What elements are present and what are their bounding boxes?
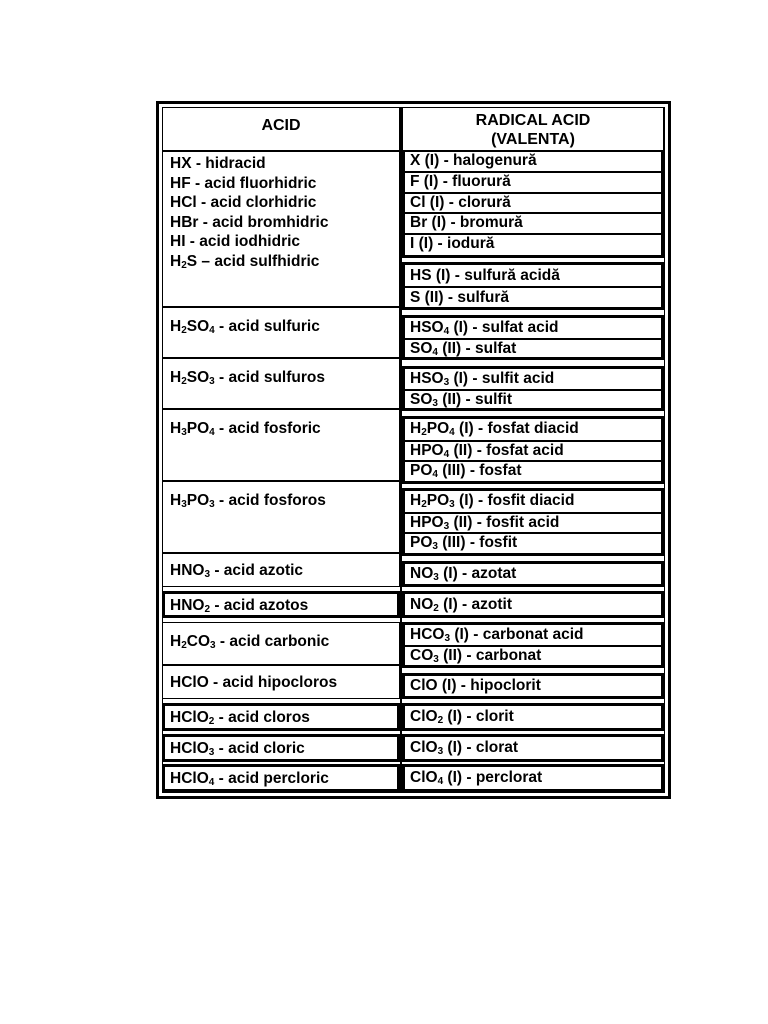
radical-line: $HPO_3$ (II) - fosfit acid bbox=[405, 512, 661, 533]
acid-cell bbox=[162, 553, 400, 587]
radical-box bbox=[402, 561, 664, 587]
radical-box bbox=[402, 622, 664, 668]
acid-formula-line: HClO$_4$ - acid percloric bbox=[170, 770, 329, 788]
radical-line: F (I) - fluorură bbox=[405, 171, 661, 191]
radical-box bbox=[402, 703, 664, 731]
header-valence-label: (VALENTA) bbox=[491, 131, 575, 148]
radical-line: $NO_2$ (I) - azotit bbox=[410, 596, 512, 614]
acid-formula-line: $H_3PO_3$ - acid fosforos bbox=[170, 492, 326, 510]
acid-formula-line: HX - hidracid bbox=[170, 155, 266, 172]
acid-formula-line: HF - acid fluorhidric bbox=[170, 174, 317, 192]
acid-cell bbox=[162, 665, 400, 699]
radical-line: $PO_4$ (III) - fosfat bbox=[405, 460, 661, 481]
acid-formula-line: HBr - acid bromhidric bbox=[170, 213, 329, 231]
radical-line: $HCO_3$ (I) - carbonat acid bbox=[410, 626, 584, 644]
acid-formula-line: $HNO_3$ - acid azotic bbox=[170, 562, 304, 580]
radical-box bbox=[402, 488, 664, 556]
radical-line: $H_2PO_4$ (I) - fosfat diacid bbox=[410, 420, 579, 438]
column-divider bbox=[400, 107, 402, 792]
acid-cell bbox=[162, 409, 400, 481]
acid-formula-line: HClO$_2$ - acid cloros bbox=[170, 709, 310, 727]
radical-line: $SO_4$ (II) - sulfat bbox=[405, 338, 661, 358]
radical-line: $NO_3$ (I) - azotat bbox=[410, 565, 517, 583]
acid-formula-line: $H_2SO_4$ - acid sulfuric bbox=[170, 318, 320, 336]
acid-formula-line: HCl - acid clorhidric bbox=[170, 194, 317, 211]
radical-line: ClO$_2$ (I) - clorit bbox=[410, 708, 514, 726]
acid-formula-line: HI - acid iodhidric bbox=[170, 233, 301, 250]
header-radical-label: RADICAL ACID bbox=[475, 112, 591, 129]
radical-line: $SO_3$ (II) - sulfit bbox=[405, 389, 661, 409]
radical-line: I (I) - iodură bbox=[405, 233, 661, 253]
acid-cell bbox=[162, 481, 400, 553]
radical-line: $CO_3$ (II) - carbonat bbox=[405, 645, 661, 665]
radical-line: ClO$_4$ (I) - perclorat bbox=[410, 769, 543, 787]
acid-cell bbox=[162, 622, 400, 665]
radical-box bbox=[402, 416, 664, 484]
radical-box bbox=[402, 673, 664, 699]
radical-box bbox=[402, 734, 664, 762]
radical-line: $HPO_4$ (II) - fosfat acid bbox=[405, 440, 661, 461]
acid-formula-line: $HNO_2$ - acid azotos bbox=[170, 597, 309, 615]
acid-cell bbox=[162, 358, 400, 409]
radical-line: $HSO_3$ (I) - sulfit acid bbox=[410, 370, 555, 388]
acid-cell bbox=[162, 307, 400, 358]
radical-box bbox=[402, 591, 664, 618]
header-acid-label: ACID bbox=[261, 117, 301, 134]
header-acid-cell bbox=[162, 107, 400, 152]
acid-cell bbox=[162, 764, 400, 792]
acid-formula-line: $H_2SO_3$ - acid sulfuros bbox=[170, 369, 325, 387]
acid-formula-line: $H_2CO_3$ - acid carbonic bbox=[170, 633, 330, 651]
acid-cell bbox=[162, 150, 400, 307]
acid-formula-line: HClO - acid hipocloros bbox=[170, 674, 338, 691]
radical-box bbox=[402, 150, 664, 258]
radical-line: ClO (I) - hipoclorit bbox=[410, 677, 541, 694]
radical-line: Cl (I) - clorură bbox=[405, 192, 661, 212]
radical-line: $PO_3$ (III) - fosfit bbox=[405, 532, 661, 553]
acid-cell bbox=[162, 703, 400, 731]
radical-box bbox=[402, 366, 664, 411]
radical-box bbox=[402, 262, 664, 310]
acid-formula-line: $H_2S$ – acid sulfhidric bbox=[170, 252, 320, 271]
radical-line: X (I) - halogenură bbox=[410, 152, 537, 169]
radical-line: ClO$_3$ (I) - clorat bbox=[410, 739, 519, 757]
radical-line: $HSO_4$ (I) - sulfat acid bbox=[410, 319, 559, 337]
radical-box bbox=[402, 764, 664, 792]
acid-formula-line: $H_3PO_4$ - acid fosforic bbox=[170, 420, 321, 438]
acid-formula-line: HClO$_3$ - acid cloric bbox=[170, 740, 305, 758]
radical-line: HS (I) - sulfură acidă bbox=[410, 267, 560, 284]
radical-box bbox=[402, 315, 664, 360]
radical-line: S (II) - sulfură bbox=[405, 286, 661, 307]
header-radical-cell bbox=[402, 107, 664, 152]
radical-line: $H_2PO_3$ (I) - fosfit diacid bbox=[410, 492, 575, 510]
acid-cell bbox=[162, 591, 400, 618]
radical-line: Br (I) - bromură bbox=[405, 212, 661, 232]
acid-cell bbox=[162, 734, 400, 762]
